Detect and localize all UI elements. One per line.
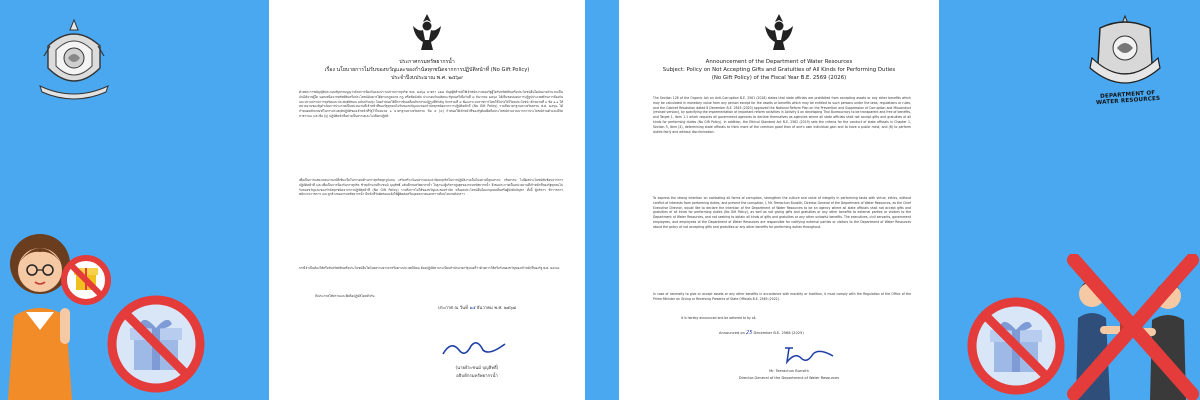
thai-signatory-name: (นายธีระชนม์ บุญสิทธิ์) [455, 366, 499, 371]
gift-exchange-forbidden-illustration [1060, 254, 1200, 400]
english-closing: It is hereby announced and be adhered to by all. [681, 316, 757, 320]
english-title-line-2: Subject: Policy on Not Accepting Gifts and Gratuities of All Kinds for Performing Duties [662, 67, 896, 73]
thai-announcement-document [269, 0, 585, 400]
thai-closing: จึงประกาศให้ทราบและยึดถือปฏิบัติโดยทั่วกัน [315, 294, 375, 298]
english-announced-date [719, 330, 919, 336]
girl-holding-no-gift-sign-illustration [0, 212, 118, 400]
english-signature-mark [779, 344, 839, 366]
english-announcement-document [619, 0, 939, 400]
thai-signatory-title: อธิบดีกรมทรัพยากรน้ำ [456, 374, 498, 379]
department-logo-caption: DEPARTMENT OF WATER RESOURCES [1095, 90, 1161, 107]
english-paragraph-3: In case of necessity to give or accept assets or any other benefits in accordance with morality or tradition, it must comply with the Regulation of the Office of the Prime Minister on Giving or Receiving Presents of State Officials B.E. 2565 (2022). [653, 292, 911, 301]
no-gift-prohibition-icon-right [966, 296, 1066, 396]
thai-announced-month: ธันวาคม พ.ศ. ๒๕๖๘ [476, 306, 517, 311]
english-announced-month: December B.E. 2568 (2025) [753, 331, 804, 335]
thai-title-line-3: ประจำปีงบประมาณ พ.ศ. ๒๕๖๙ [391, 75, 463, 81]
thai-announced-date [389, 306, 565, 312]
english-title-line-3: (No Gift Policy) of the Fiscal Year B.E. 2569 (2026) [711, 75, 847, 81]
thai-signature-mark [439, 336, 509, 360]
garuda-emblem-icon [409, 12, 445, 52]
english-signatory-name: Mr. Teerachun Bunsith [769, 369, 809, 373]
english-announced-prefix: Announced on [719, 331, 745, 335]
thai-announced-prefix: ประกาศ ณ วันที่ [437, 306, 468, 311]
thai-title-line-1: ประกาศกรมทรัพยากรน้ำ [399, 59, 455, 65]
english-signatory-title: Director-General of the Department of Water Resources [738, 376, 840, 380]
garuda-emblem-icon [761, 12, 797, 52]
no-gift-prohibition-icon-left [106, 294, 206, 394]
thai-paragraph-3: กรณีจำเป็นต้องให้หรือรับทรัพย์สินหรือประโยชน์อื่นใดโดยธรรมจรรยาหรือตามประเพณีนิยม ต้องปฏิบัติตามระเบียบสำนักนายกรัฐมนตรีว่าด้วยการให้หรือรับของขวัญของเจ้าหน้าที่ของรัฐ พ.ศ. ๒๕๔๘ [299, 266, 560, 270]
thai-paragraph-1: ด้วยพระราชบัญญัติประกอบรัฐธรรมนูญว่าด้วยการป้องกันและปราบปรามการทุจริต พ.ศ. ๒๕๖๑ มาตรา ๑๒๘ บัญญัติห้ามมิให้เจ้าพนักงานของรัฐผู้ใดรับทรัพย์สินหรือประโยชน์อื่นใดอันอาจคำนวณเป็นเงินได้จากผู้ใด นอกเหนือจากทรัพย์สินหรือประโยชน์อันควรได้ตามกฎหมาย กฎ หรือข้อบังคับ ประกอบกับมติคณะรัฐมนตรีเมื่อวันที่ ๘ ธันวาคม ๒๕๖๓ ได้เห็นชอบแผนการปฏิรูปประเทศด้านการป้องกันและปราบปรามการทุจริตและประพฤติมิชอบ ฉบับปรับปรุง โดยกำหนดให้มีการขับเคลื่อนกิจกรรมปฏิรูปที่สำคัญ กิจกรรมที่ ๔ พัฒนาระบบราชการไทยให้โปร่งใสไร้ผลประโยชน์ เป้าหมายที่ ๑ ข้อ ๑.๑ ให้หน่วยงานของรัฐดำเนินการประกาศเป็นหน่วยงานที่เจ้าหน้าที่ของรัฐทุกคนไม่รับของขวัญและของกำนัลทุกชนิดจากการปฏิบัติหน้าที่ (No Gift Policy) รวมถึงมาตรฐานทางจริยธรรม พ.ศ. ๒๕๖๒ ได้กำหนดหลักเกณฑ์ในการประพฤติปฏิบัติของเจ้าหน้าที่รัฐไว้ในหมวด ๑ มาตรฐานทางจริยธรรม ข้อ ๕ (๔) กำหนดให้เจ้าหน้าที่ของรัฐต้องยึดถือประโยชน์ส่วนรวมมากกว่าประโยชน์ส่วนตัวและมีจิตสาธารณะ และข้อ (๖) ปฏิบัติหน้าที่อย่างเป็นธรรมและไม่เลือกปฏิบัติ [299, 90, 563, 118]
thai-paragraph-2: เพื่อเป็นการแสดงเจตนารมณ์ที่เข้มแข็งในการต่อต้านการทุจริตทุกรูปแบบ เสริมสร้างวัฒนธรรมและค่านิยมสุจริตในการปฏิบัติงานเป็นไปอย่างมีคุณธรรม จริยธรรม ไม่มีผลประโยชน์ทับซ้อนจากการปฏิบัติหน้าที่ และเพื่อเป็นการป้องกันการทุจริต ข้าพเจ้านายธีระชนม์ บุญสิทธิ์ อธิบดีกรมทรัพยากรน้ำ ในฐานะผู้บริหารสูงสุดของกรมทรัพยากรน้ำ จึงขอประกาศเป็นหน่วยงานที่เจ้าหน้าที่ของรัฐทุกคนไม่รับของขวัญและของกำนัลทุกชนิดจากการปฏิบัติหน้าที่ (No Gift Policy) รวมถึงการไม่ให้ของขวัญและของกำนัล หรือผลประโยชน์อื่นใดแก่บุคคลอื่นหรือผู้บังคับบัญชา ทั้งนี้ ผู้บริหาร ข้าราชการ พนักงานราชการ และลูกจ้างของกรมทรัพยากรน้ำ มีหน้าที่รับผิดชอบแจ้งให้ผู้ติดต่อหรือบุคคลภายนอกทราบถึงนโยบายดังกล่าว [299, 178, 563, 197]
english-paragraph-2: To express the strong intention on combating all forms of corruption, strengthen the culture and value of integrity in performing tasks with virtue, ethics, without conflict of interests from performing duties, and prevent the corruption, I, Mr. Teerachun Bunsith, Director-General of the Department of Water Resources, as the Chief Executive Director, would like to declare the intention of the Department of Water Resources to be an agency where all state officials shall not accept gifts and gratuities of all kinds for performing duties (No Gift Policy), as well as not giving gifts and gratuities or any other benefits to external parties or visitors to the Department of Water Resources, and not seeking to obtain all kinds of gifts and gratuities or any other unlawful benefits. The executives, civil servants, government employees, and employees of the Department of Water Resources are responsible for notifying external parties or visitors to the Department of Water Resources about the policy of not accepting gifts and gratuities or any other benefits for performing duties throughout. [653, 196, 911, 229]
english-paragraph-1: The Section 128 of the Organic Act on Anti-Corruption B.E. 2561 (2018) states that state officials are prohibited from accepting assets or any other benefits which may be calculated in monetary value from any person except for the assets or benefits which may be entitled to such persons under the laws, regulations or rules, and the Cabinet Resolution dated 8 December B.E. 2563 (2020) approved the National Reform Plan on the Prevention and Suppression of Corruption and Misconduct (revised version), by specifying the implementation of important reform activities in Activity 4 on developing Thai Bureaucracy to be transparent and free of benefits, and Target 1, Item 1.1 which requires all government agencies to declare themselves as agencies where all state officials shall not accept gifts and gratuities of all kinds for performing duties (No Gift Policy). In addition, the Ethical Standard Act B.E. 2562 (2019) sets the criteria for the conduct of state officials in Chapter 1, Section 5, Item (4), determining state officials to think more of the common good than of one's own individual gain and to have a public mind, and (6) to perform duties fairly and without discrimination. [653, 96, 911, 134]
thai-department-emblem [34, 16, 114, 100]
english-announced-day: 25 [746, 330, 753, 336]
thai-announced-day: ๒๕ [469, 306, 476, 311]
thai-title-line-2: เรื่อง นโยบายการไม่รับของขวัญและของกำนัลทุกชนิดจากการปฏิบัติหน้าที่ (No Gift Policy) [324, 67, 530, 73]
english-title-line-1: Announcement of the Department of Water Resources [705, 59, 853, 65]
